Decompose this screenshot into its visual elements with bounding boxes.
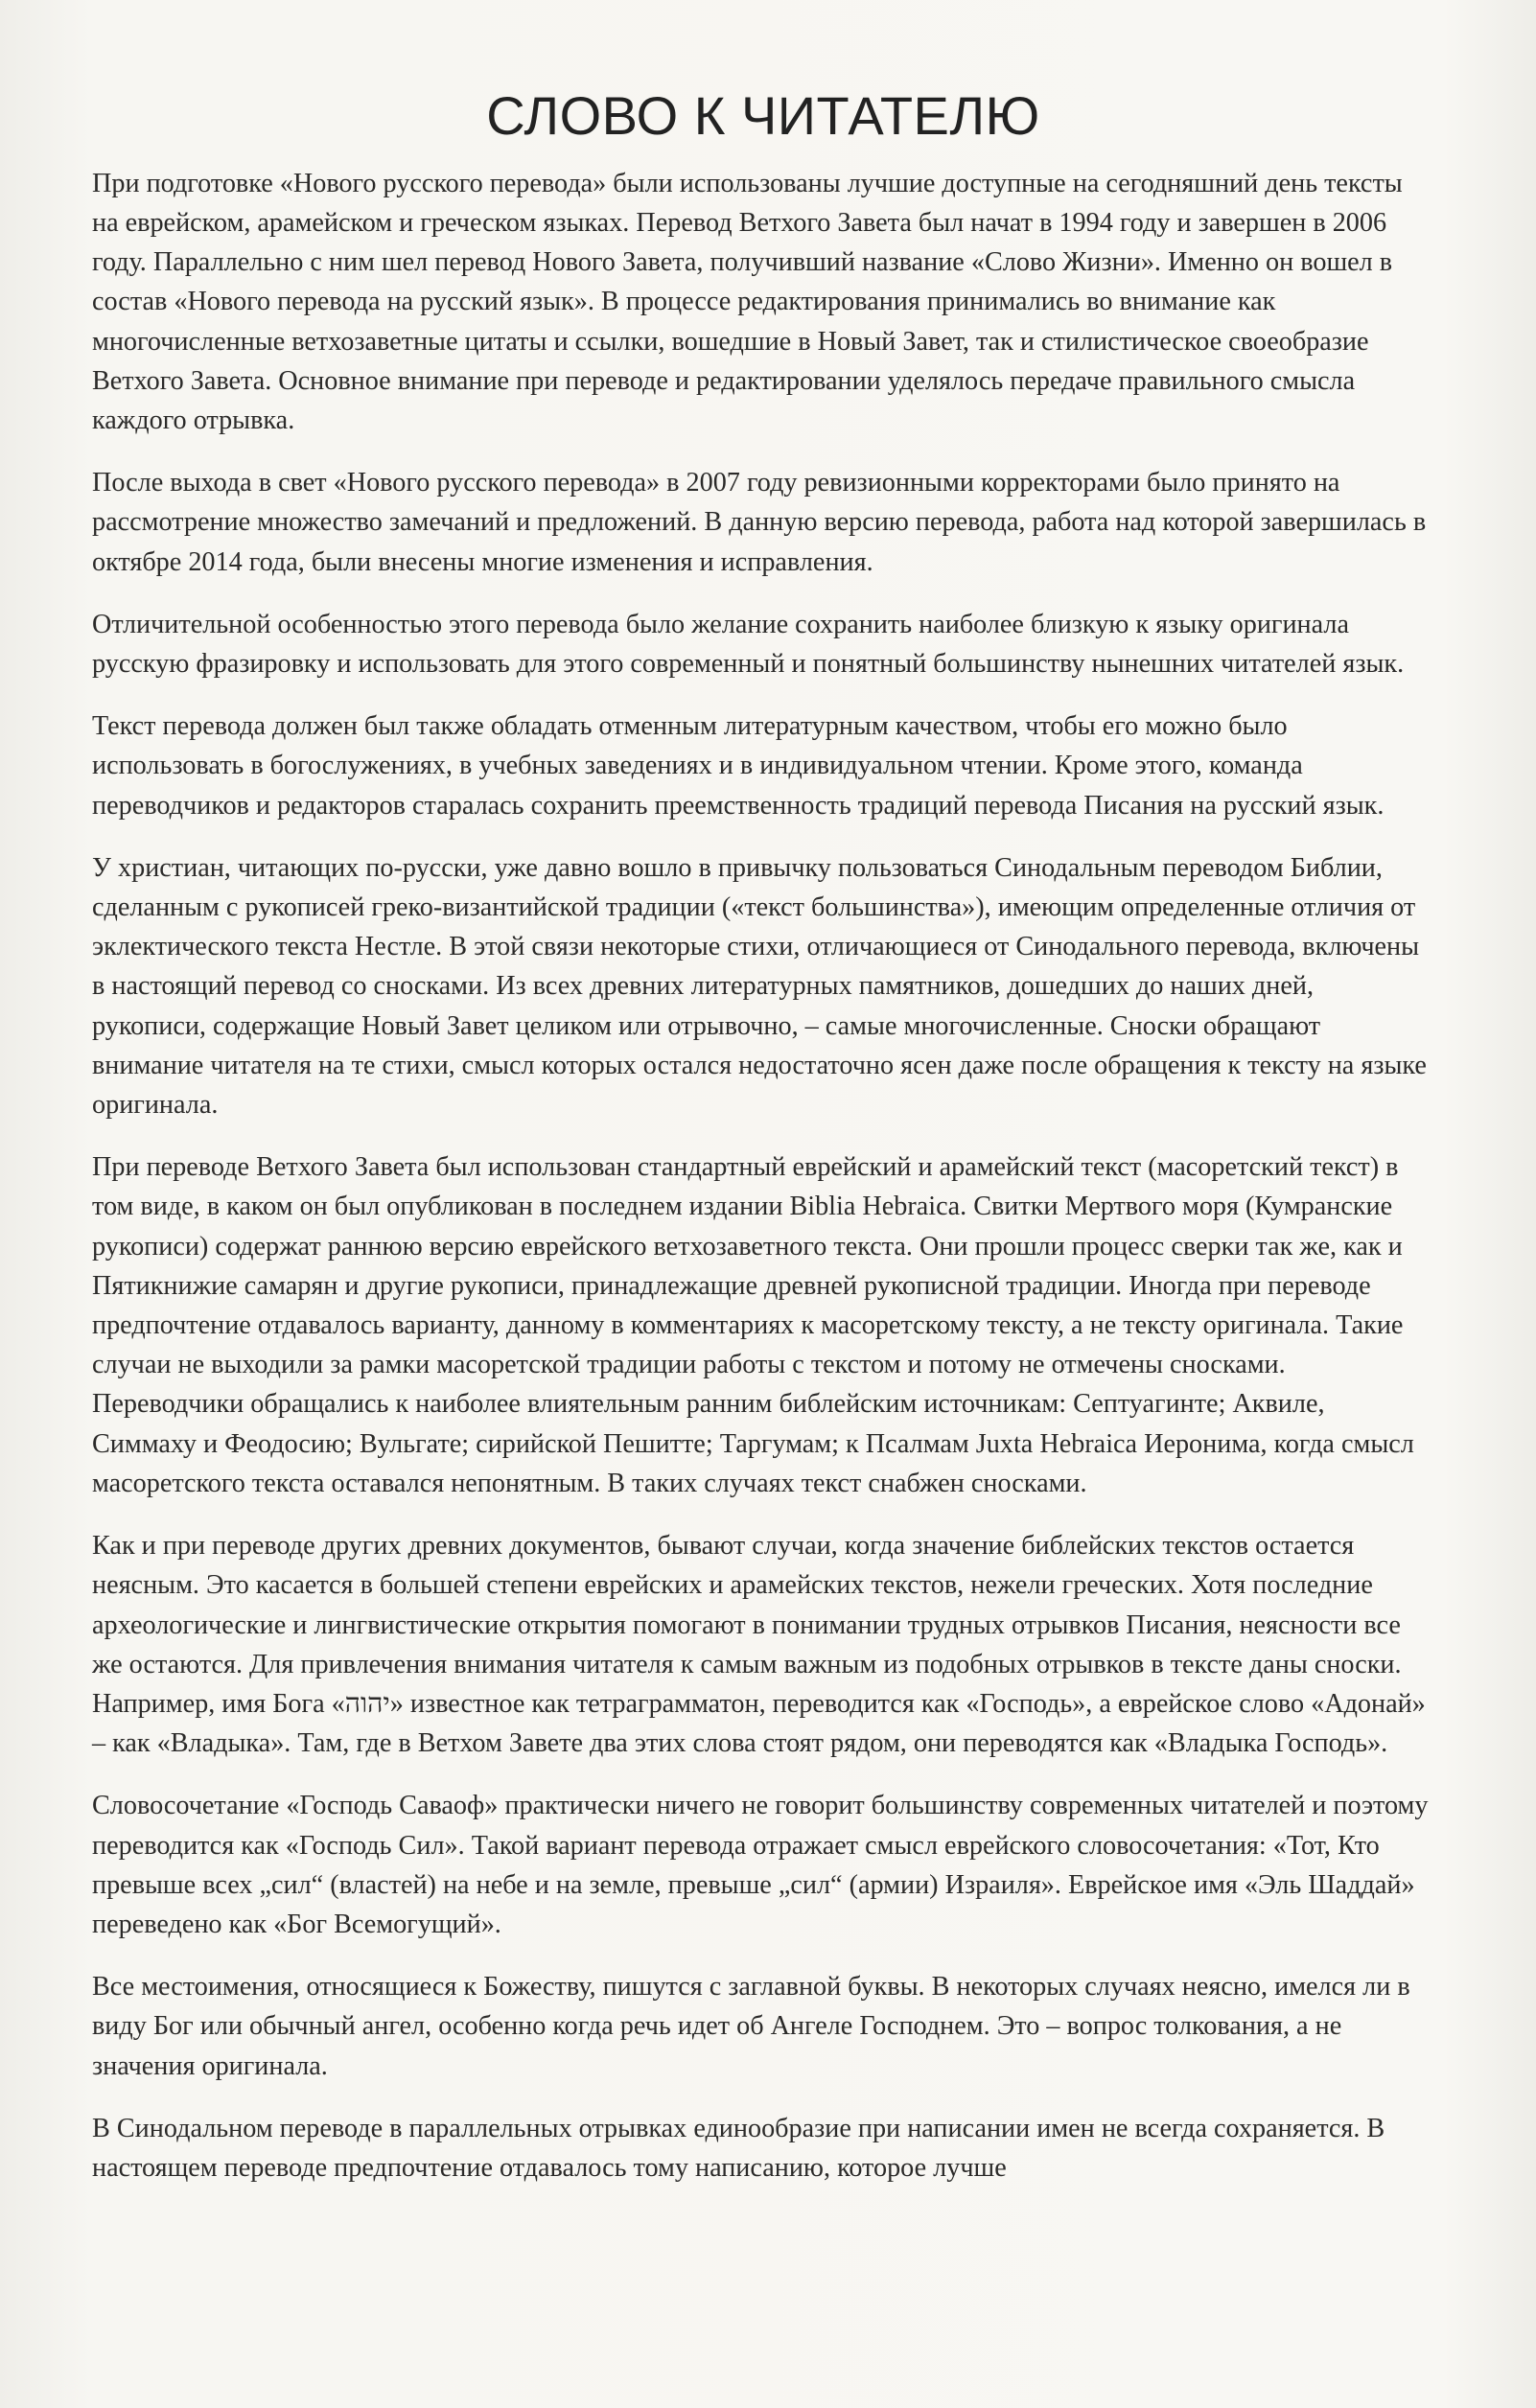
paragraph-7: Как и при переводе других древних документов, бывают случаи, когда значение библейских текстов остается неясным. Это касается в большей степени еврейских и арамейских текстов, нежели греческих. Хотя последние археологические и лингвистические открытия помогают в понимании трудных отрывков Писания, неясности все же остаются. Для привлечения внимания читателя к самым важным из подобных отрывков в тексте даны сноски. Например, имя Бога «יהוה» известное как тетраграмматон, переводится как «Господь», а еврейское слово «Адонай» – как «Владыка». Там, где в Ветхом Завете два этих слова стоят рядом, они переводятся как «Владыка Господь». (92, 1531, 1426, 1759)
paragraph-3: Отличительной особенностью этого перевода было желание сохранить наиболее близкую к языку оригинала русскую фразировку и использовать для этого современный и понятный большинству нынешних читателей язык. (92, 609, 1405, 680)
paragraph-9: Все местоимения, относящиеся к Божеству, пишутся с заглавной буквы. В некоторых случаях неясно, имелся ли в виду Бог или обычный ангел, особенно когда речь идет об Ангеле Господнем. Это – вопрос толкования, а не значения оригинала. (92, 1972, 1410, 2081)
paragraph-5: У христиан, читающих по-русски, уже давно вошло в привычку пользоваться Синодальным переводом Библии, сделанным с рукописей греко-византийской традиции («текст большинства»), имеющим определенные отличия от эклектического текста Нестле. В этой связи некоторые стихи, отличающиеся от Синодального перевода, включены в настоящий перевод со сносками. Из всех древних литературных памятников, дошедших до наших дней, рукописи, содержащие Новый Завет целиком или отрывочно, – самые многочисленные. Сноски обращают внимание читателя на те стихи, смысл которых остался недостаточно ясен даже после обращения к тексту на языке оригинала. (92, 852, 1427, 1121)
paragraph-1: При подготовке «Нового русского перевода» были использованы лучшие доступные на сегодняшний день тексты на еврейском, арамейском и греческом языках. Перевод Ветхого Завета был начат в 1994 году и завершен в 2006 году. Параллельно с ним шел перевод Нового Завета, получивший название «Слово Жизни». Именно он вошел в состав «Нового перевода на русский язык». В процессе редактирования принимались во внимание как многочисленные ветхозаветные цитаты и ссылки, вошедшие в Новый Завет, так и стилистическое своеобразие Ветхого Завета. Основное внимание при переводе и редактировании уделялось передаче правильного смысла каждого отрывка. (92, 168, 1403, 436)
paragraph-2: После выхода в свет «Нового русского перевода» в 2007 году ревизионными корректорами было принято на рассмотрение множество замечаний и предложений. В данную версию перевода, работа над которой завершилась в октябре 2014 года, были внесены многие изменения и исправления. (92, 468, 1427, 577)
document-body (92, 85, 1434, 2211)
paragraph-6: При переводе Ветхого Завета был использован стандартный еврейский и арамейский текст (масоретский текст) в том виде, в каком он был опубликован в последнем издании Biblia Hebraica. Свитки Мертвого моря (Кумранские рукописи) содержат раннюю версию еврейского ветхозаветного текста. Они прошли процесс сверки так же, как и Пятикнижие самарян и другие рукописи, принадлежащие древней рукописной традиции. Иногда при переводе предпочтение отдавалось варианту, данному в комментариях к масоретскому тексту, а не тексту оригинала. Такие случаи не выходили за рамки масоретской традиции работы с текстом и потому не отмечены сносками. Переводчики обращались к наиболее влиятельным ранним библейским источникам: Септуагинте; Аквиле, Симмаху и Феодосию; Вульгате; сирийской Пешитте; Таргумам; к Псалмам Juxta Hebraica Иеронима, когда смысл масоретского текста оставался непонятным. В таких случаях текст снабжен сносками. (92, 1152, 1414, 1498)
paragraph-4: Текст перевода должен был также обладать отменным литературным качеством, чтобы его можно было использовать в богослужениях, в учебных заведениях и в индивидуальном чтении. Кроме этого, команда переводчиков и редакторов старалась сохранить преемственность традиций перевода Писания на русский язык. (92, 711, 1385, 821)
paragraph-8: Словосочетание «Господь Саваоф» практически ничего не говорит большинству современных читателей и поэтому переводится как «Господь Сил». Такой вариант перевода отражает смысл еврейского словосочетания: «Тот, Кто превыше всех „сил“ (властей) на небе и на земле, превыше „сил“ (армии) Израиля». Еврейское имя «Эль Шаддай» переведено как «Бог Всемогущий». (92, 1791, 1429, 1939)
paragraph-10: В Синодальном переводе в параллельных отрывках единообразие при написании имен не всегда сохраняется. В настоящем переводе предпочтение отдавалось тому написанию, которое лучше (92, 2113, 1385, 2183)
page-title: СЛОВО К ЧИТАТЕЛЮ (486, 85, 1040, 146)
